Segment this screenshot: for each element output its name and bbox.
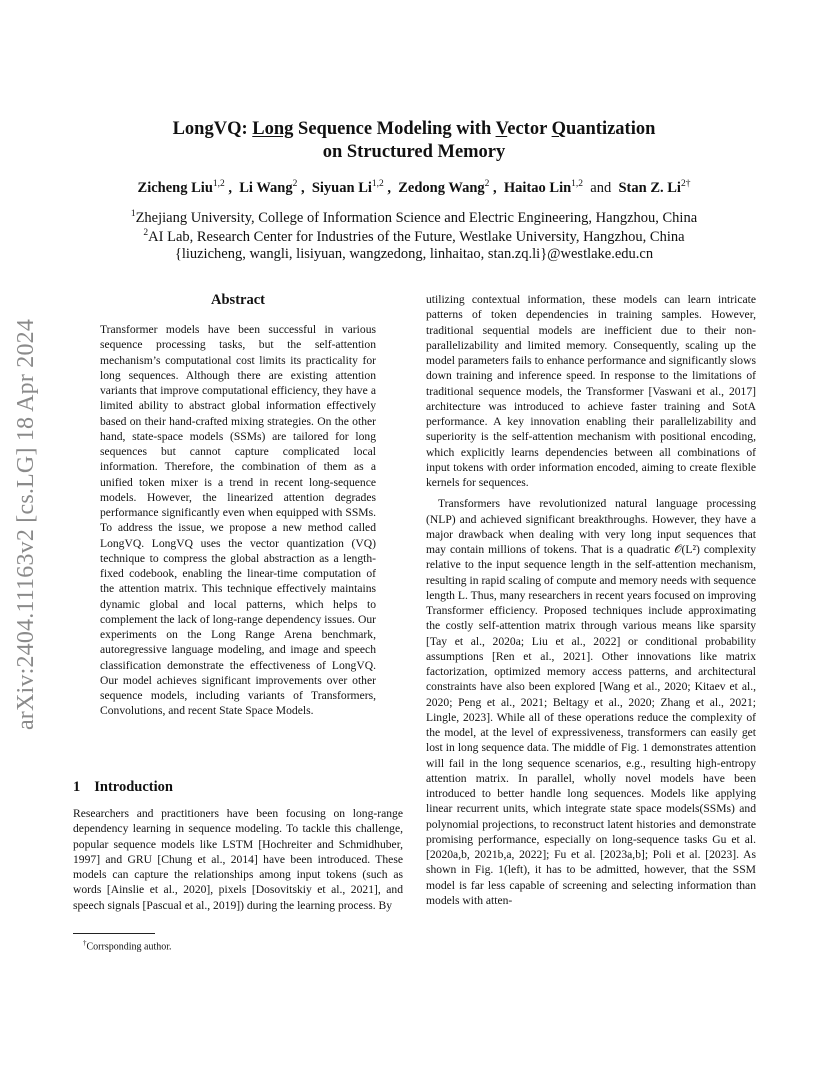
abstract-body: [100, 322, 376, 719]
and-word: and: [590, 179, 612, 196]
footnote: †Corrsponding author.: [83, 939, 172, 953]
footnote-rule: [73, 933, 155, 934]
arxiv-identifier-stamp: [10, 289, 44, 759]
author: Haitao Lin$^{1,2}$: [503, 179, 584, 196]
abstract-text: Transformer models have been successful in various sequence processing tasks, but the self-attention mechanism’s computational cost limits its practicality for long sequences. Although there are existing attention variants that improve computational efficiency, they have a limited ability to abstract global information effectively based on their hand-crafted mixing strategies. On the other hand, state-space models (SSMs) are tailored for long sequences but cannot capture complicated local information. Therefore, the combination of them as a unified token mixer is a trend in recent long-sequence models. However, the linearized attention degrades performance significantly even when equipped with SSMs. To address the issue, we propose a new method called LongVQ. LongVQ uses the vector quantization (VQ) technique to compress the global abstraction as a length-fixed codebook, enabling the linear-time computation of the attention matrix. This technique effectively maintains dynamic global and local patterns, which helps to complement the lack of long-range dependency issues. Our experiments on the Long Range Arena benchmark, autoregressive language modeling, and image and speech classification demonstrate the effectiveness of LongVQ. Our model achieves significant improvements over other sequence models, including variants of Transformers, Convolutions, and recent State Space Models.: [100, 323, 376, 718]
affiliation-2: $^2$AI Lab, Research Center for Industries of the Future, Westlake University, Hangzhou, China: [143, 228, 685, 245]
intro-paragraph: Researchers and practitioners have been focusing on long-range dependency learning in sequence modeling. To tackle this challenge, popular sequence models like LSTM [Hochreiter and Schmidhuber, 1997] and GRU [Chung et al., 2014] have been introduced. These models can capture the relationships among input tokens (such as words [Ainslie et al., 2020], pixels [Dosovitskiy et al., 2021], and speech signals [Pascual et al., 2019]) during the learning process. By: [73, 807, 403, 912]
arxiv-identifier-text: arXiv:2404.11163v2 [cs.LG] 18 Apr 2024: [13, 318, 40, 730]
author-list: Zicheng Liu$^{1,2}$ , Li Wang$^2$ , Siyuan Li$^{1,2}$ , Zedong Wang$^2$ , Haitao Lin$^{1,2}$ and Stan Z. $Li^{2\dagger}$: [137, 179, 691, 196]
author: Zicheng Liu$^{1,2}$: [137, 179, 225, 196]
title-line-2: on Structured Memory: [322, 142, 506, 162]
title-line-1: LongVQ: Long Sequence Modeling with Vector Quantization: [172, 119, 656, 139]
introduction-body: [73, 806, 403, 913]
section-heading-introduction: 1 Introduction: [73, 779, 173, 795]
right-paragraph-1: utilizing contextual information, these models can learn intricate patterns of token dependencies in training samples. However, traditional sequential models are inefficient due to their non-parallelizability and limited memory. Consequently, scaling up the model parameters fails to enhance performance and significantly slows down training and inference speed. In response to the limitations of traditional sequence models, the Transformer [Vaswani et al., 2017] architecture was introduced to achieve faster training and SotA performance. A key innovation enabling their parallelizability and superiority is the self-attention mechanism with positional encoding, which explicitly learns dependencies between all combinations of input tokens with order information encoded, aiming to create flexible kernels for sequences.: [426, 293, 756, 489]
right-column-body: [426, 292, 756, 908]
author: Zedong Wang$^2$: [398, 179, 490, 196]
affiliation-1: $^1$Zhejiang University, College of Information Science and Electric Engineering, Hangzhou, China: [130, 209, 698, 226]
right-paragraph-2: Transformers have revolutionized natural language processing (NLP) and achieved significant breakthroughs. However, they have a major drawback when dealing with very long input sequences that may contain millions of tokens. That is a quadratic 𝒪(L²) complexity relative to the input sequence length in the self-attention mechanism, resulting in rapid scaling of compute and memory needs with sequence length L. Thus, many researchers in recent years focused on improving Transformer efficiency. Proposed techniques include approximating the costly self-attention matrix through various means like sparsity [Tay et al., 2020a; Liu et al., 2022] or conditional probability assumptions [Ren et al., 2021]. Other innovations like matrix factorization, optimized memory access patterns, and architectural constraints have also been explored [Wang et al., 2020; Kitaev et al., 2020; Peng et al., 2021; Beltagy et al., 2020; Zhang et al., 2021; Lingle, 2023]. While all of these operations reduce the complexity of the model, at the level of expressiveness, transformers can easily get lost in long sequence data. The middle of Fig. 1 demonstrates attention will fail in the long sequence scenarios, e.g., resulting high-entropy attention matrix. In parallel, wholly novel models have been introduced to better handle long sequences. Models like applying linear recurrent units, which integrate state space models(SSMs) and polynomial projections, to reconstruct latent histories and demonstrate promising performance, especially on long-sequence tasks Gu et al. [2020a,b, 2021b,a, 2022]; Fu et al. [2023a,b]; Poli et al. [2023]. As shown in Fig. 1(left), it has to be admitted, however, that the SSM model is far less capable of screening and selecting information than models with atten-: [426, 497, 756, 907]
abstract-heading: Abstract: [211, 292, 265, 308]
author: Siyuan Li$^{1,2}$: [311, 179, 384, 196]
author-emails: {liuzicheng, wangli, lisiyuan, wangzedong, linhaitao, stan.zq.li}@westlake.edu.cn: [174, 246, 654, 262]
author: Stan Z. $Li^{2\dagger}$: [618, 179, 691, 196]
paper-title: [0, 118, 828, 164]
author: Li Wang$^2$: [239, 179, 298, 196]
